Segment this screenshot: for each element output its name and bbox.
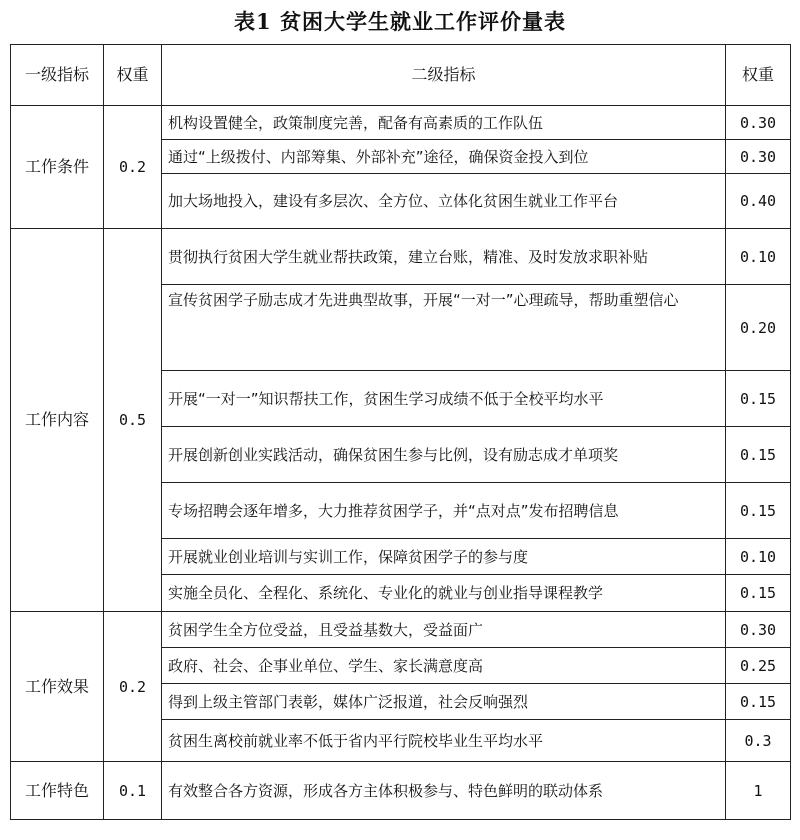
indicator-weight: 0.15 <box>726 427 791 483</box>
group-weight: 0.2 <box>104 106 162 229</box>
indicator-weight: 0.30 <box>726 140 791 174</box>
header-level1: 一级指标 <box>11 45 104 106</box>
indicator-weight: 0.30 <box>726 106 791 140</box>
indicator-text: 开展就业创业培训与实训工作，保障贫困学子的参与度 <box>162 539 726 575</box>
table-row <box>11 762 791 820</box>
evaluation-table <box>10 44 791 820</box>
header-weight2: 权重 <box>726 45 791 106</box>
group-name: 工作条件 <box>11 106 104 229</box>
header-weight1: 权重 <box>104 45 162 106</box>
indicator-weight: 0.40 <box>726 174 791 229</box>
group-name: 工作效果 <box>11 612 104 762</box>
indicator-text: 贯彻执行贫困大学生就业帮扶政策，建立台账，精准、及时发放求职补贴 <box>162 229 726 285</box>
indicator-weight: 1 <box>726 762 791 820</box>
table-row <box>11 229 791 285</box>
indicator-text: 贫困学生全方位受益，且受益基数大，受益面广 <box>162 612 726 648</box>
group-name: 工作特色 <box>11 762 104 820</box>
indicator-text: 得到上级主管部门表彰，媒体广泛报道，社会反响强烈 <box>162 684 726 720</box>
header-row <box>11 45 791 106</box>
header-level2: 二级指标 <box>162 45 726 106</box>
indicator-text: 通过“上级拨付、内部筹集、外部补充”途径，确保资金投入到位 <box>162 140 726 174</box>
indicator-weight: 0.10 <box>726 229 791 285</box>
group-weight: 0.2 <box>104 612 162 762</box>
group-name: 工作内容 <box>11 229 104 612</box>
group-weight: 0.5 <box>104 229 162 612</box>
indicator-text: 开展“一对一”知识帮扶工作，贫困生学习成绩不低于全校平均水平 <box>162 371 726 427</box>
indicator-weight: 0.30 <box>726 612 791 648</box>
indicator-weight: 0.15 <box>726 575 791 612</box>
indicator-weight: 0.15 <box>726 371 791 427</box>
indicator-weight: 0.10 <box>726 539 791 575</box>
table-row <box>11 612 791 648</box>
indicator-text: 机构设置健全，政策制度完善，配备有高素质的工作队伍 <box>162 106 726 140</box>
indicator-text: 专场招聘会逐年增多，大力推荐贫困学子，并“点对点”发布招聘信息 <box>162 483 726 539</box>
indicator-text: 开展创新创业实践活动，确保贫困生参与比例，设有励志成才单项奖 <box>162 427 726 483</box>
indicator-text: 加大场地投入，建设有多层次、全方位、立体化贫困生就业工作平台 <box>162 174 726 229</box>
indicator-text: 宣传贫困学子励志成才先进典型故事，开展“一对一”心理疏导，帮助重塑信心 <box>162 285 726 371</box>
indicator-weight: 0.20 <box>726 285 791 371</box>
indicator-text: 有效整合各方资源，形成各方主体积极参与、特色鲜明的联动体系 <box>162 762 726 820</box>
table-row <box>11 106 791 140</box>
table-title: 表1 贫困大学生就业工作评价量表 <box>234 9 566 34</box>
indicator-weight: 0.15 <box>726 684 791 720</box>
indicator-text: 贫困生离校前就业率不低于省内平行院校毕业生平均水平 <box>162 720 726 762</box>
indicator-weight: 0.3 <box>726 720 791 762</box>
indicator-text: 政府、社会、企事业单位、学生、家长满意度高 <box>162 648 726 684</box>
indicator-weight: 0.15 <box>726 483 791 539</box>
indicator-weight: 0.25 <box>726 648 791 684</box>
group-weight: 0.1 <box>104 762 162 820</box>
indicator-text: 实施全员化、全程化、系统化、专业化的就业与创业指导课程教学 <box>162 575 726 612</box>
